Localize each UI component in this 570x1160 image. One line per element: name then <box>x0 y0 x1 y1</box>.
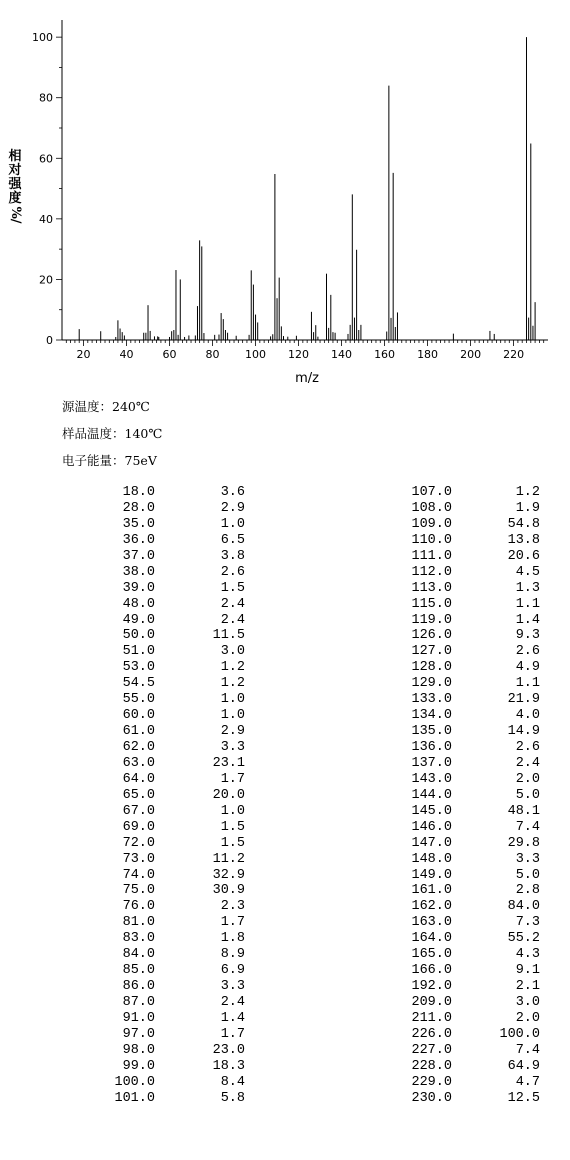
table-row <box>285 597 570 613</box>
abundance-value: 2.9 <box>220 724 245 740</box>
mz-value: 100.0 <box>114 1074 155 1090</box>
mz-value: 61.0 <box>122 724 155 740</box>
x-tick-label: 20 <box>76 348 91 361</box>
abundance-value: 8.9 <box>220 947 245 963</box>
mz-value: 147.0 <box>411 835 452 851</box>
x-tick-label: 200 <box>460 348 482 361</box>
mz-value: 48.0 <box>122 596 155 612</box>
table-row <box>285 644 570 660</box>
mz-value: 166.0 <box>411 963 452 979</box>
mz-value: 107.0 <box>411 485 452 500</box>
chart-axes <box>62 20 548 340</box>
abundance-value: 1.0 <box>220 692 245 708</box>
table-row <box>0 963 290 979</box>
table-row <box>285 708 570 724</box>
y-tick-label: 0 <box>46 334 53 347</box>
mz-value: 163.0 <box>411 915 452 931</box>
abundance-value: 1.0 <box>220 516 245 532</box>
abundance-value: 100.0 <box>499 1026 540 1042</box>
table-row <box>285 1059 570 1075</box>
mz-value: 54.5 <box>122 676 155 692</box>
table-row <box>285 676 570 692</box>
mz-value: 136.0 <box>411 740 452 755</box>
table-row <box>285 613 570 629</box>
mz-value: 111.0 <box>411 548 452 564</box>
mz-value: 119.0 <box>411 612 452 628</box>
table-row <box>0 836 290 852</box>
table-row <box>285 756 570 772</box>
mz-value: 85.0 <box>122 963 155 979</box>
mz-value: 81.0 <box>122 915 155 931</box>
mz-value: 108.0 <box>411 500 452 516</box>
table-row <box>0 644 290 660</box>
abundance-value: 1.2 <box>220 676 245 692</box>
table-row <box>285 1027 570 1043</box>
abundance-value: 1.0 <box>220 708 245 724</box>
abundance-value: 1.5 <box>220 819 245 835</box>
table-row <box>285 979 570 995</box>
mz-value: 192.0 <box>411 979 452 995</box>
mz-value: 64.0 <box>122 771 155 787</box>
mz-value: 62.0 <box>122 740 155 755</box>
table-row <box>0 613 290 629</box>
table-row <box>285 995 570 1011</box>
y-axis-label-char: 度 <box>8 191 22 206</box>
abundance-value: 11.5 <box>212 628 245 644</box>
table-row <box>285 740 570 756</box>
mz-value: 76.0 <box>122 899 155 915</box>
mz-value: 36.0 <box>122 532 155 548</box>
peak-table-left <box>0 485 290 1107</box>
table-row <box>285 1011 570 1027</box>
table-row <box>285 899 570 915</box>
table-row <box>0 915 290 931</box>
x-tick-label: 120 <box>288 348 310 361</box>
abundance-value: 11.2 <box>212 851 245 867</box>
table-row <box>0 1011 290 1027</box>
abundance-value: 4.5 <box>515 564 540 580</box>
mz-value: 55.0 <box>122 692 155 708</box>
x-tick-label: 220 <box>503 348 525 361</box>
table-row <box>285 947 570 963</box>
mz-value: 98.0 <box>122 1042 155 1058</box>
mz-value: 101.0 <box>114 1090 155 1106</box>
table-row <box>285 820 570 836</box>
table-row <box>0 549 290 565</box>
y-axis-unit: %/ <box>8 206 23 224</box>
abundance-value: 7.4 <box>515 1042 540 1058</box>
table-row <box>285 549 570 565</box>
abundance-value: 2.0 <box>515 771 540 787</box>
abundance-value: 84.0 <box>507 899 540 915</box>
mz-value: 99.0 <box>122 1058 155 1074</box>
abundance-value: 1.0 <box>220 803 245 819</box>
mz-value: 51.0 <box>122 644 155 660</box>
abundance-value: 2.3 <box>220 899 245 915</box>
abundance-value: 23.1 <box>212 755 245 771</box>
table-row <box>285 883 570 899</box>
abundance-value: 1.3 <box>515 580 540 596</box>
mz-value: 134.0 <box>411 708 452 724</box>
table-row <box>0 1075 290 1091</box>
abundance-value: 4.0 <box>515 708 540 724</box>
table-row <box>285 836 570 852</box>
table-row <box>0 581 290 597</box>
abundance-value: 13.8 <box>507 532 540 548</box>
abundance-value: 5.8 <box>220 1090 245 1106</box>
mz-value: 60.0 <box>122 708 155 724</box>
mz-value: 35.0 <box>122 516 155 532</box>
x-tick-label: 80 <box>205 348 220 361</box>
x-tick-label: 60 <box>162 348 177 361</box>
abundance-value: 2.0 <box>515 1010 540 1026</box>
abundance-value: 1.5 <box>220 835 245 851</box>
table-row <box>285 485 570 501</box>
abundance-value: 1.9 <box>515 500 540 516</box>
table-row <box>285 724 570 740</box>
mz-value: 228.0 <box>411 1058 452 1074</box>
x-axis-label: m/z <box>295 371 319 386</box>
table-row <box>0 772 290 788</box>
abundance-value: 8.4 <box>220 1074 245 1090</box>
abundance-value: 12.5 <box>507 1090 540 1106</box>
abundance-value: 18.3 <box>212 1058 245 1074</box>
y-axis-label <box>6 150 24 222</box>
abundance-value: 3.6 <box>220 485 245 500</box>
abundance-value: 3.3 <box>220 979 245 995</box>
mz-value: 109.0 <box>411 516 452 532</box>
table-row <box>0 788 290 804</box>
mz-value: 67.0 <box>122 803 155 819</box>
mz-value: 97.0 <box>122 1026 155 1042</box>
abundance-value: 3.3 <box>515 851 540 867</box>
y-axis-label-char: 对 <box>8 163 22 178</box>
mz-value: 65.0 <box>122 787 155 803</box>
abundance-value: 1.4 <box>515 612 540 628</box>
mz-value: 143.0 <box>411 771 452 787</box>
mz-value: 164.0 <box>411 931 452 947</box>
table-row <box>0 995 290 1011</box>
mz-value: 127.0 <box>411 644 452 660</box>
table-row <box>285 963 570 979</box>
mz-value: 73.0 <box>122 851 155 867</box>
table-row <box>285 1075 570 1091</box>
mz-value: 128.0 <box>411 660 452 676</box>
abundance-value: 30.9 <box>212 883 245 899</box>
table-row <box>285 1091 570 1107</box>
abundance-value: 55.2 <box>507 931 540 947</box>
abundance-value: 21.9 <box>507 692 540 708</box>
abundance-value: 1.7 <box>220 915 245 931</box>
abundance-value: 20.6 <box>507 548 540 564</box>
table-row <box>285 915 570 931</box>
abundance-value: 1.8 <box>220 931 245 947</box>
table-row <box>285 533 570 549</box>
mz-value: 211.0 <box>411 1010 452 1026</box>
x-tick-label: 100 <box>245 348 267 361</box>
abundance-value: 1.4 <box>220 1010 245 1026</box>
abundance-value: 23.0 <box>212 1042 245 1058</box>
mz-value: 74.0 <box>122 867 155 883</box>
abundance-value: 2.6 <box>220 564 245 580</box>
table-row <box>0 820 290 836</box>
mz-value: 83.0 <box>122 931 155 947</box>
abundance-value: 2.4 <box>515 755 540 771</box>
table-row <box>285 581 570 597</box>
table-row <box>0 979 290 995</box>
abundance-value: 3.0 <box>515 995 540 1010</box>
mz-value: 137.0 <box>411 755 452 771</box>
abundance-value: 6.9 <box>220 963 245 979</box>
y-axis-ticks <box>32 31 62 347</box>
table-row <box>0 597 290 613</box>
table-row <box>0 883 290 899</box>
abundance-value: 1.1 <box>515 596 540 612</box>
mz-value: 162.0 <box>411 899 452 915</box>
abundance-value: 2.6 <box>515 644 540 660</box>
abundance-value: 5.0 <box>515 787 540 803</box>
abundance-value: 1.1 <box>515 676 540 692</box>
mz-value: 149.0 <box>411 867 452 883</box>
abundance-value: 20.0 <box>212 787 245 803</box>
table-row <box>285 804 570 820</box>
x-tick-label: 180 <box>417 348 439 361</box>
spectrum-bars <box>79 37 535 340</box>
abundance-value: 2.1 <box>515 979 540 995</box>
table-row <box>0 708 290 724</box>
table-row <box>285 660 570 676</box>
abundance-value: 29.8 <box>507 835 540 851</box>
abundance-value: 9.1 <box>515 963 540 979</box>
mz-value: 63.0 <box>122 755 155 771</box>
table-row <box>285 501 570 517</box>
mz-value: 146.0 <box>411 819 452 835</box>
abundance-value: 2.6 <box>515 740 540 755</box>
mz-value: 115.0 <box>411 596 452 612</box>
table-row <box>0 692 290 708</box>
mz-value: 113.0 <box>411 580 452 596</box>
sample-temperature: 样品温度：140℃ <box>62 426 163 441</box>
table-row <box>0 868 290 884</box>
abundance-value: 54.8 <box>507 516 540 532</box>
y-tick-label: 60 <box>39 152 53 166</box>
mz-value: 39.0 <box>122 580 155 596</box>
abundance-value: 1.5 <box>220 580 245 596</box>
table-row <box>285 772 570 788</box>
table-row <box>285 931 570 947</box>
mz-value: 126.0 <box>411 628 452 644</box>
abundance-value: 1.7 <box>220 771 245 787</box>
mz-value: 165.0 <box>411 947 452 963</box>
mz-value: 230.0 <box>411 1090 452 1106</box>
abundance-value: 2.9 <box>220 500 245 516</box>
mz-value: 133.0 <box>411 692 452 708</box>
y-tick-label: 20 <box>39 273 53 287</box>
abundance-value: 4.3 <box>515 947 540 963</box>
table-row <box>0 931 290 947</box>
abundance-value: 2.8 <box>515 883 540 899</box>
mz-value: 112.0 <box>411 564 452 580</box>
abundance-value: 32.9 <box>212 867 245 883</box>
mz-value: 145.0 <box>411 803 452 819</box>
table-row <box>0 517 290 533</box>
x-tick-label: 160 <box>374 348 396 361</box>
table-row <box>0 1091 290 1107</box>
table-row <box>0 740 290 756</box>
mz-value: 84.0 <box>122 947 155 963</box>
abundance-value: 9.3 <box>515 628 540 644</box>
abundance-value: 2.4 <box>220 596 245 612</box>
table-row <box>0 628 290 644</box>
abundance-value: 6.5 <box>220 532 245 548</box>
table-row <box>0 1043 290 1059</box>
mz-value: 110.0 <box>411 532 452 548</box>
abundance-value: 1.2 <box>515 485 540 500</box>
table-row <box>285 788 570 804</box>
abundance-value: 4.9 <box>515 660 540 676</box>
mz-value: 161.0 <box>411 883 452 899</box>
table-row <box>0 852 290 868</box>
mz-value: 75.0 <box>122 883 155 899</box>
peak-table-right <box>285 485 570 1107</box>
mz-value: 53.0 <box>122 660 155 676</box>
x-tick-label: 40 <box>119 348 134 361</box>
table-row <box>285 852 570 868</box>
abundance-value: 5.0 <box>515 867 540 883</box>
mz-value: 49.0 <box>122 612 155 628</box>
table-row <box>0 1059 290 1075</box>
y-tick-label: 100 <box>32 31 53 45</box>
abundance-value: 1.7 <box>220 1026 245 1042</box>
abundance-value: 7.4 <box>515 819 540 835</box>
table-row <box>285 565 570 581</box>
mz-value: 50.0 <box>122 628 155 644</box>
abundance-value: 4.7 <box>515 1074 540 1090</box>
y-tick-label: 80 <box>39 91 53 105</box>
table-row <box>0 947 290 963</box>
abundance-value: 48.1 <box>507 803 540 819</box>
abundance-value: 3.3 <box>220 740 245 755</box>
table-row <box>0 804 290 820</box>
table-row <box>0 501 290 517</box>
table-row <box>0 565 290 581</box>
abundance-value: 3.0 <box>220 644 245 660</box>
table-row <box>0 756 290 772</box>
abundance-value: 3.8 <box>220 548 245 564</box>
source-temperature: 源温度：240℃ <box>62 399 150 414</box>
mz-value: 144.0 <box>411 787 452 803</box>
mass-spectrum-chart <box>0 0 570 395</box>
mz-value: 129.0 <box>411 676 452 692</box>
y-tick-label: 40 <box>39 212 53 226</box>
abundance-value: 7.3 <box>515 915 540 931</box>
abundance-value: 64.9 <box>507 1058 540 1074</box>
x-axis-ticks <box>66 340 543 361</box>
mz-value: 72.0 <box>122 835 155 851</box>
table-row <box>0 724 290 740</box>
mz-value: 86.0 <box>122 979 155 995</box>
table-row <box>285 692 570 708</box>
mz-value: 227.0 <box>411 1042 452 1058</box>
mz-value: 209.0 <box>411 995 452 1010</box>
y-axis-label-char: 强 <box>8 177 22 192</box>
x-tick-label: 140 <box>331 348 353 361</box>
table-row <box>0 660 290 676</box>
mz-value: 69.0 <box>122 819 155 835</box>
abundance-value: 1.2 <box>220 660 245 676</box>
mz-value: 38.0 <box>122 564 155 580</box>
abundance-value: 14.9 <box>507 724 540 740</box>
mz-value: 18.0 <box>122 485 155 500</box>
table-row <box>285 628 570 644</box>
mz-value: 135.0 <box>411 724 452 740</box>
table-row <box>285 517 570 533</box>
mz-value: 87.0 <box>122 995 155 1010</box>
mz-value: 226.0 <box>411 1026 452 1042</box>
table-row <box>285 1043 570 1059</box>
abundance-value: 2.4 <box>220 995 245 1010</box>
table-row <box>0 899 290 915</box>
table-row <box>0 676 290 692</box>
table-row <box>285 868 570 884</box>
mz-value: 28.0 <box>122 500 155 516</box>
abundance-value: 2.4 <box>220 612 245 628</box>
y-axis-label-char: 相 <box>8 149 22 164</box>
table-row <box>0 1027 290 1043</box>
table-row <box>0 533 290 549</box>
mz-value: 91.0 <box>122 1010 155 1026</box>
mz-value: 229.0 <box>411 1074 452 1090</box>
mz-value: 148.0 <box>411 851 452 867</box>
table-row <box>0 485 290 501</box>
mz-value: 37.0 <box>122 548 155 564</box>
electron-energy: 电子能量：75eV <box>62 453 157 468</box>
